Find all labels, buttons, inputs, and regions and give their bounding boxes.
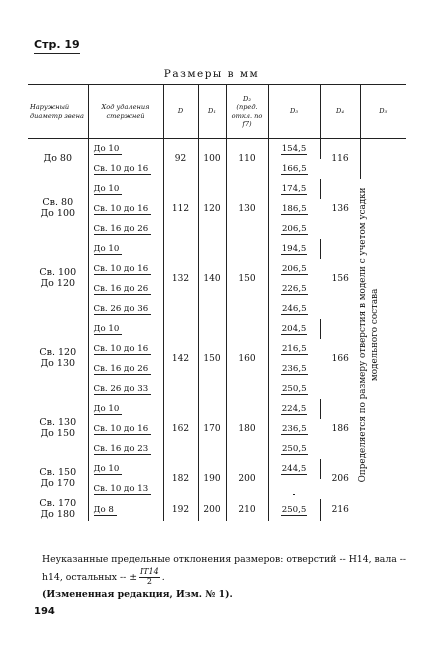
stroke-value: Св. 16 до 23	[94, 444, 152, 455]
d3-value: 186,5	[281, 204, 307, 214]
stroke-value: Св. 26 до 36	[94, 304, 152, 315]
dimensions-table	[28, 85, 406, 521]
value-d4: 206	[331, 474, 349, 484]
stroke-cell	[88, 479, 163, 499]
fraction-numerator: IT14	[140, 566, 159, 576]
value-d1: 120	[198, 179, 226, 239]
stroke-cell	[88, 319, 163, 339]
divider	[34, 53, 80, 54]
change-note: (Измененная редакция, Изм. № 1).	[42, 589, 233, 600]
outer-diameter-line: До 130	[40, 358, 76, 369]
stroke-value: Св. 16 до 26	[94, 224, 152, 235]
stroke-value: До 10	[94, 464, 123, 475]
table-row	[28, 139, 406, 160]
header-row	[28, 85, 406, 139]
outer-diameter-line: Св. 170	[39, 498, 77, 509]
d5-note-line2: модельного состава	[369, 288, 380, 382]
value-d3	[268, 139, 320, 160]
value-d4: 136	[331, 204, 349, 214]
col-header-d4: D₄	[320, 85, 360, 139]
value-d4: 186	[331, 424, 349, 434]
value-d1: 200	[198, 499, 226, 521]
stroke-cell	[88, 199, 163, 219]
d3-value: 236,5	[281, 364, 307, 374]
stroke-value: Св. 10 до 16	[94, 344, 152, 355]
d2-symbol: D₂	[243, 95, 251, 104]
stroke-cell	[88, 359, 163, 379]
outer-diameter-line: Св. 150	[39, 467, 77, 479]
value-d4: 216	[331, 504, 349, 515]
stroke-cell	[88, 219, 163, 239]
value-d3	[268, 339, 320, 359]
stroke-cell	[88, 179, 163, 199]
value-d3	[268, 239, 320, 259]
stroke-value: Св. 10 до 16	[94, 204, 152, 215]
outer-diameter-cell	[28, 399, 88, 459]
col-header-d5: D₅	[360, 85, 406, 139]
stroke-value: Св. 16 до 26	[94, 284, 152, 295]
value-d3	[268, 199, 320, 219]
value-d2: 180	[226, 399, 268, 459]
value-d3	[268, 399, 320, 419]
value-d3	[268, 479, 320, 499]
d3-value: 154,5	[281, 144, 307, 154]
d3-value: 216,5	[281, 344, 307, 354]
col-header-d: D	[163, 85, 198, 139]
value-d2: 150	[226, 239, 268, 319]
stroke-value: Св. 10 до 16	[94, 264, 152, 275]
page-number: 194	[34, 606, 55, 617]
stroke-cell	[88, 139, 163, 160]
outer-diameter-cell	[28, 319, 88, 399]
outer-diameter-cell	[28, 499, 88, 521]
value-d1: 140	[198, 239, 226, 319]
col-header-d3: D₃	[268, 85, 320, 139]
stroke-value: До 10	[94, 404, 123, 415]
table-row	[28, 239, 406, 259]
stroke-value: До 10	[94, 244, 123, 255]
stroke-cell	[88, 259, 163, 279]
value-d3	[268, 179, 320, 199]
stroke-value: Св. 16 до 26	[94, 364, 152, 375]
stroke-cell	[88, 459, 163, 479]
col-header-outer-diameter: Наружный диаметр звена	[28, 85, 88, 139]
outer-diameter-line: Св. 120	[39, 347, 77, 359]
value-d1: 190	[198, 459, 226, 499]
d3-value: 246,5	[281, 304, 307, 314]
table-row	[28, 179, 406, 199]
stroke-value: Св. 10 до 13	[94, 484, 152, 495]
outer-diameter-line: Св. 80	[42, 197, 74, 209]
value-d: 162	[163, 399, 198, 459]
value-d: 182	[163, 459, 198, 499]
note-text: Неуказанные предельные отклонения размеров: отверстий -- H14, вала -- h14, остальных -- ±	[42, 554, 406, 583]
d3-value: 166,5	[281, 164, 307, 174]
outer-diameter-line: До 170	[40, 478, 76, 489]
value-d2: 200	[226, 459, 268, 499]
value-d2: 110	[226, 139, 268, 180]
stroke-value: Св. 26 до 33	[94, 384, 152, 395]
table-row	[28, 319, 406, 339]
d3-value: 250,5	[281, 444, 307, 454]
d3-value: 204,5	[281, 324, 307, 334]
d5-note-cell	[357, 139, 406, 521]
outer-diameter-line: До 80	[43, 152, 73, 164]
value-d1: 170	[198, 399, 226, 459]
page-label: Стр. 19	[34, 38, 80, 51]
col-header-d2	[226, 85, 268, 139]
value-d: 112	[163, 179, 198, 239]
value-d: 132	[163, 239, 198, 319]
value-d3	[268, 379, 320, 399]
col-header-stroke: Ход удаления стержней	[88, 85, 163, 139]
tolerance-note: Неуказанные предельные отклонения размеров: отверстий -- H14, вала -- h14, остальных -- ± $\frac{IT14}{2}$ .	[42, 554, 406, 586]
stroke-cell	[88, 379, 163, 399]
col-header-d1: D₁	[198, 85, 226, 139]
d2-note: (пред. откл. по f7)	[231, 103, 263, 128]
value-d3	[268, 319, 320, 339]
outer-diameter-cell	[28, 459, 88, 499]
outer-diameter-line: До 180	[40, 508, 76, 520]
stroke-cell	[88, 499, 163, 521]
outer-diameter-line: До 120	[40, 278, 76, 289]
value-d: 92	[163, 139, 198, 180]
outer-diameter-cell	[28, 179, 88, 239]
d3-value: 206,5	[281, 224, 307, 234]
value-d: 142	[163, 319, 198, 399]
value-d3	[268, 259, 320, 279]
outer-diameter-line: Св. 130	[39, 417, 77, 429]
d3-value	[293, 484, 295, 495]
value-d4: 116	[320, 139, 360, 180]
d3-value: 226,5	[281, 284, 307, 294]
value-d4: 156	[331, 274, 349, 284]
d3-value: 250,5	[281, 504, 307, 515]
d5-note	[358, 140, 382, 530]
fraction-denominator: 2	[146, 576, 152, 586]
stroke-cell	[88, 339, 163, 359]
value-d4: 166	[331, 354, 349, 364]
value-d1: 100	[198, 139, 226, 180]
value-d3	[268, 419, 320, 439]
value-d2: 160	[226, 319, 268, 399]
outer-diameter-cell	[28, 239, 88, 319]
d5-note-line1: Определяется по размеру отверстия в модели с учетом усадки	[357, 187, 368, 483]
value-d2: 210	[226, 499, 268, 521]
stroke-cell	[88, 279, 163, 299]
d3-value: 244,5	[281, 464, 307, 474]
value-d: 192	[163, 499, 198, 521]
table-row	[28, 459, 406, 479]
stroke-cell	[88, 439, 163, 459]
value-d1: 150	[198, 319, 226, 399]
d3-value: 250,5	[281, 384, 307, 394]
stroke-value: До 8	[94, 505, 117, 516]
d3-value: 224,5	[281, 404, 307, 414]
table-row	[28, 499, 406, 521]
stroke-value: До 10	[94, 144, 123, 155]
value-d3	[268, 279, 320, 299]
stroke-cell	[88, 419, 163, 439]
d3-value: 206,5	[281, 264, 307, 274]
value-d3	[268, 499, 320, 521]
outer-diameter-cell	[28, 139, 88, 180]
table-caption: Размеры в мм	[163, 68, 260, 80]
stroke-value: Св. 10 до 16	[94, 424, 152, 435]
stroke-value: До 10	[94, 324, 123, 335]
value-d3	[268, 159, 320, 179]
stroke-cell	[88, 299, 163, 319]
stroke-value: До 10	[94, 184, 123, 195]
d3-value: 174,5	[281, 184, 307, 194]
d3-value: 236,5	[281, 424, 307, 434]
d3-value: 194,5	[281, 244, 307, 254]
value-d3	[268, 439, 320, 459]
value-d3	[268, 299, 320, 319]
stroke-cell	[88, 399, 163, 419]
table-row	[28, 399, 406, 419]
stroke-cell	[88, 159, 163, 179]
value-d3	[268, 459, 320, 479]
it14-fraction	[139, 568, 160, 587]
outer-diameter-line: До 100	[40, 208, 76, 219]
outer-diameter-line: До 150	[40, 428, 76, 439]
value-d3	[268, 219, 320, 239]
stroke-cell	[88, 239, 163, 259]
value-d3	[268, 359, 320, 379]
value-d2: 130	[226, 179, 268, 239]
stroke-value: Св. 10 до 16	[94, 164, 152, 175]
outer-diameter-line: Св. 100	[39, 267, 77, 279]
